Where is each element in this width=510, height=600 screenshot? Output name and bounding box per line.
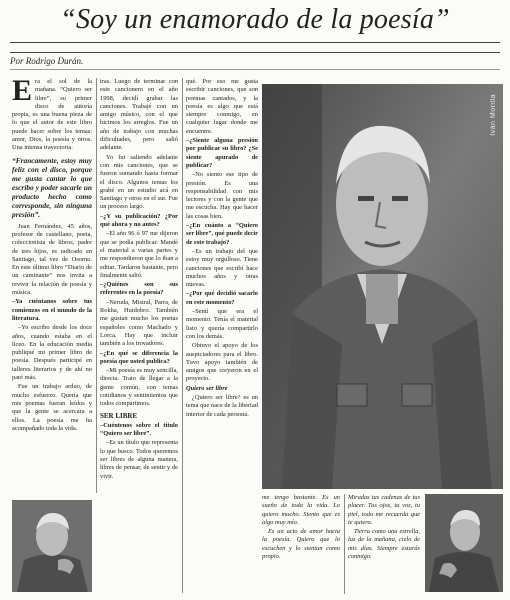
interview-question: –¿En qué se diferencia la poesía que usted publica?	[100, 349, 178, 365]
interview-question: –Cuéntenos sobre el título “Quiero ser libre”.	[100, 421, 178, 438]
interview-question: –¿En cuánto a “Quiero ser libre”, qué puede decir de este trabajo?	[186, 222, 258, 246]
paragraph: –Mi poesía es muy sencilla, directa. Trato de llegar a la gente común, con temas cotidianos y sentimientos que todos compartimos.	[100, 367, 178, 408]
photo-credit: Iván Morilla	[490, 94, 497, 136]
paragraph: –No siento ese tipo de presión. Es una responsabilidad con mis lectores y con la gente que me escucha. Hay que hacer las cosas bien.	[186, 171, 258, 220]
paragraph: –Es un trabajo del que estoy muy orgulloso. Tiene canciones que escribí hace muchos años y otras nuevas.	[186, 247, 258, 289]
drop-cap: E	[12, 78, 33, 107]
paragraph: Yo fui saliendo adelante con mis canciones, que se fueron sumando hasta formar el disco. Algunos temas los grabé en un estudio acá en Santiago y otros en el sur. Fue un proceso largo.	[100, 153, 178, 211]
paragraph: Es un acto de amor hacia la poesía. Quiero que lo escuchen y lo sientan como propio.	[262, 528, 340, 561]
article-column-3	[186, 78, 258, 598]
headline-rule-bottom	[10, 52, 500, 53]
interview-question: –¿Y su publicación? ¿Por qué ahora y no antes?	[100, 212, 178, 229]
thumbnail-photo-right	[425, 494, 503, 592]
article-column-5	[348, 494, 420, 596]
article-headline: “Soy un enamorado de la poesía”	[60, 4, 450, 35]
column-divider	[182, 78, 183, 593]
thumbnail-illustration	[425, 494, 503, 592]
interview-question: –¿Quiénes son sus referentes en la poesía?	[100, 281, 178, 297]
paragraph: ¿Quiero ser libre? es un tema que nace de la libertad interior de cada persona.	[186, 393, 258, 418]
paragraph: qué. Por eso me gusta escribir canciones, que son poemas cantados, y la poesía es algo que está siempre conmigo, en cualquier lugar donde me encuentre.	[186, 78, 258, 135]
byline-rule	[10, 69, 500, 70]
article-column-1	[12, 78, 92, 498]
section-heading: SER LIBRE	[100, 411, 138, 420]
portrait-illustration	[262, 84, 503, 489]
interview-question: Quiero ser libre	[186, 384, 228, 392]
article-column-4	[262, 494, 340, 596]
column-divider	[344, 494, 345, 594]
paragraph: Tierra como una estrella, luz de la mañana, cielo de mis días. Siempre estarás conmigo.	[348, 528, 420, 561]
interview-question: –¿Por qué decidió sacarlo en este momento?	[186, 290, 258, 306]
thumbnail-illustration	[12, 500, 92, 592]
interview-question: –Ya cuéntanos sobre tus comienzos en el mundo de la literatura.	[12, 298, 92, 322]
paragraph: –El año 96 ó 97 me dijeron que se podía publicar. Mandé el material a varias partes y me respondieron que lo iban a editar. Tardaron bastante, pero finalmente salió.	[100, 230, 178, 279]
paragraph: Miradas tus cadenas de tus placer. Tus ojos, tu voz, tu piel, todo me recuerda que te quiero.	[348, 494, 420, 526]
paragraph: Fue un trabajo arduo, de mucho esfuerzo. Quería que mis poemas fueran leídos y que la gente se acercara a ellos. La poesía me ha acompañado toda la vida.	[12, 383, 92, 432]
column-divider	[96, 78, 97, 493]
paragraph: –Neruda, Mistral, Parra, de Rokha, Huidobro. También me gustan mucho los poetas españoles como Machado y Lorca. Hay que incluir también a los trovadores.	[100, 298, 178, 348]
paragraph: –Yo escribo desde los doce años, cuando estaba en el liceo. En la educación media publiqué mi primer libro de poesía. Después participé en talleres literarios y de ahí no paré más.	[12, 324, 92, 382]
paragraph: Juan Fernández, 45 años, profesor de castellano, poeta, coleccionista de libros, padre de tres hijos, es radicado en Santiago, tal vez de Osorno. En este último libro “Diario de un caminante” nos invita a revivir la relación de poesía y música.	[12, 222, 92, 297]
paragraph: –Es un título que representa lo que busco. Todos queremos ser libres de alguna manera, libres de pensar, de sentir y de vivir.	[100, 439, 178, 480]
pull-quote: “Francamente, estoy muy feliz con el disco, porque me gusta cantar lo que escribo y poder sacarle un producto hecho como corresponde, sin ninguna presión”.	[12, 155, 92, 219]
article-column-2	[100, 78, 178, 598]
paragraph: –Sentí que era el momento. Tenía el material listo y quería compartirlo con los demás.	[186, 308, 258, 340]
paragraph: tras. Luego de terminar con este cancionero en el año 1998, decidí grabar las canciones. Trabajé con un amigo músico, con el que hicimos los arreglos. Fue un año de trabajo con muchas dificultades, pero salió adelante.	[100, 78, 178, 152]
paragraph: Obtuvo el apoyo de los auspiciadores para el libro. Tuvo apoyo también de amigos que creyeron en el proyecto.	[186, 342, 258, 383]
portrait-photo	[262, 84, 503, 489]
interview-question: –¿Siente alguna presión por publicar su libro? ¿Se siente apurado de publicar?	[186, 137, 258, 169]
headline-rule-top	[10, 42, 500, 43]
thumbnail-photo-left	[12, 500, 92, 592]
byline: Por Rodrigo Durán.	[10, 56, 84, 66]
paragraph: me tengo bastante. Es un sueño de toda la vida. Lo quiero mucho. Siento que es algo muy mío.	[262, 494, 340, 526]
lead-paragraph: Era el sol de la mañana. “Quiero ser libre”, su primer disco de autoría propia, es una buena pieza de lo que el autor de este libro puede hacer sobre los temas: amor, Dios, la poesía y otros. Una intensa trayectoria.	[12, 78, 92, 152]
